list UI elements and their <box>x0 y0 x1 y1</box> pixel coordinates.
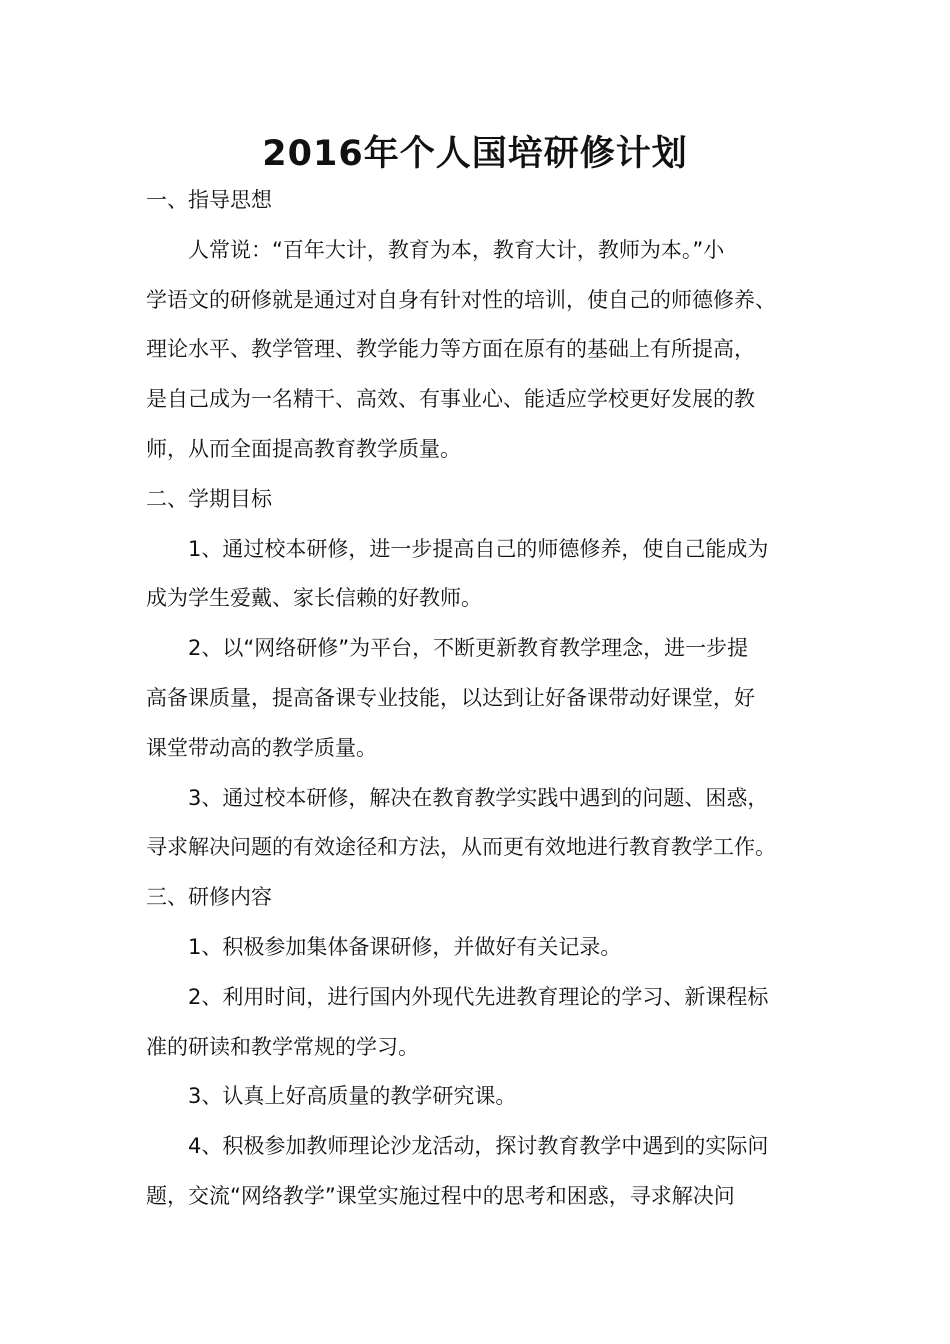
paragraph-line: 题，交流“网络教学”课堂实施过程中的思考和困惑，寻求解决问 <box>146 1184 735 1208</box>
paragraph-line: 高备课质量，提高备课专业技能，以达到让好备课带动好课堂，好 <box>146 686 755 710</box>
paragraph-line: 1、通过校本研修，进一步提高自己的师德修养，使自己能成为 <box>188 537 769 561</box>
paragraph-line: 3、通过校本研修，解决在教育教学实践中遇到的问题、困惑， <box>188 786 769 810</box>
paragraph-line: 人常说：“百年大计，教育为本，教育大计，教师为本。”小 <box>188 238 725 262</box>
section-heading: 三、研修内容 <box>146 885 272 909</box>
paragraph-line: 课堂带动高的教学质量。 <box>146 736 377 760</box>
section-heading: 一、指导思想 <box>146 188 272 212</box>
paragraph-line: 是自己成为一名精干、高效、有事业心、能适应学校更好发展的教 <box>146 387 755 411</box>
paragraph-line: 1、积极参加集体备课研修，并做好有关记录。 <box>188 935 622 959</box>
paragraph-line: 寻求解决问题的有效途径和方法，从而更有效地进行教育教学工作。 <box>146 835 776 859</box>
paragraph-line: 成为学生爱戴、家长信赖的好教师。 <box>146 586 482 610</box>
paragraph-line: 师，从而全面提高教育教学质量。 <box>146 437 461 461</box>
paragraph-line: 准的研读和教学常规的学习。 <box>146 1035 419 1059</box>
document-title: 2016年个人国培研修计划 <box>262 134 688 174</box>
paragraph-line: 2、利用时间，进行国内外现代先进教育理论的学习、新课程标 <box>188 985 769 1009</box>
paragraph-line: 3、认真上好高质量的教学研究课。 <box>188 1084 517 1108</box>
paragraph-line: 2、以“网络研修”为平台，不断更新教育教学理念，进一步提 <box>188 636 749 660</box>
paragraph-line: 4、积极参加教师理论沙龙活动，探讨教育教学中遇到的实际问 <box>188 1134 769 1158</box>
paragraph-line: 理论水平、教学管理、教学能力等方面在原有的基础上有所提高， <box>146 337 755 361</box>
section-heading: 二、学期目标 <box>146 487 272 511</box>
paragraph-line: 学语文的研修就是通过对自身有针对性的培训，使自己的师德修养、 <box>146 288 776 312</box>
